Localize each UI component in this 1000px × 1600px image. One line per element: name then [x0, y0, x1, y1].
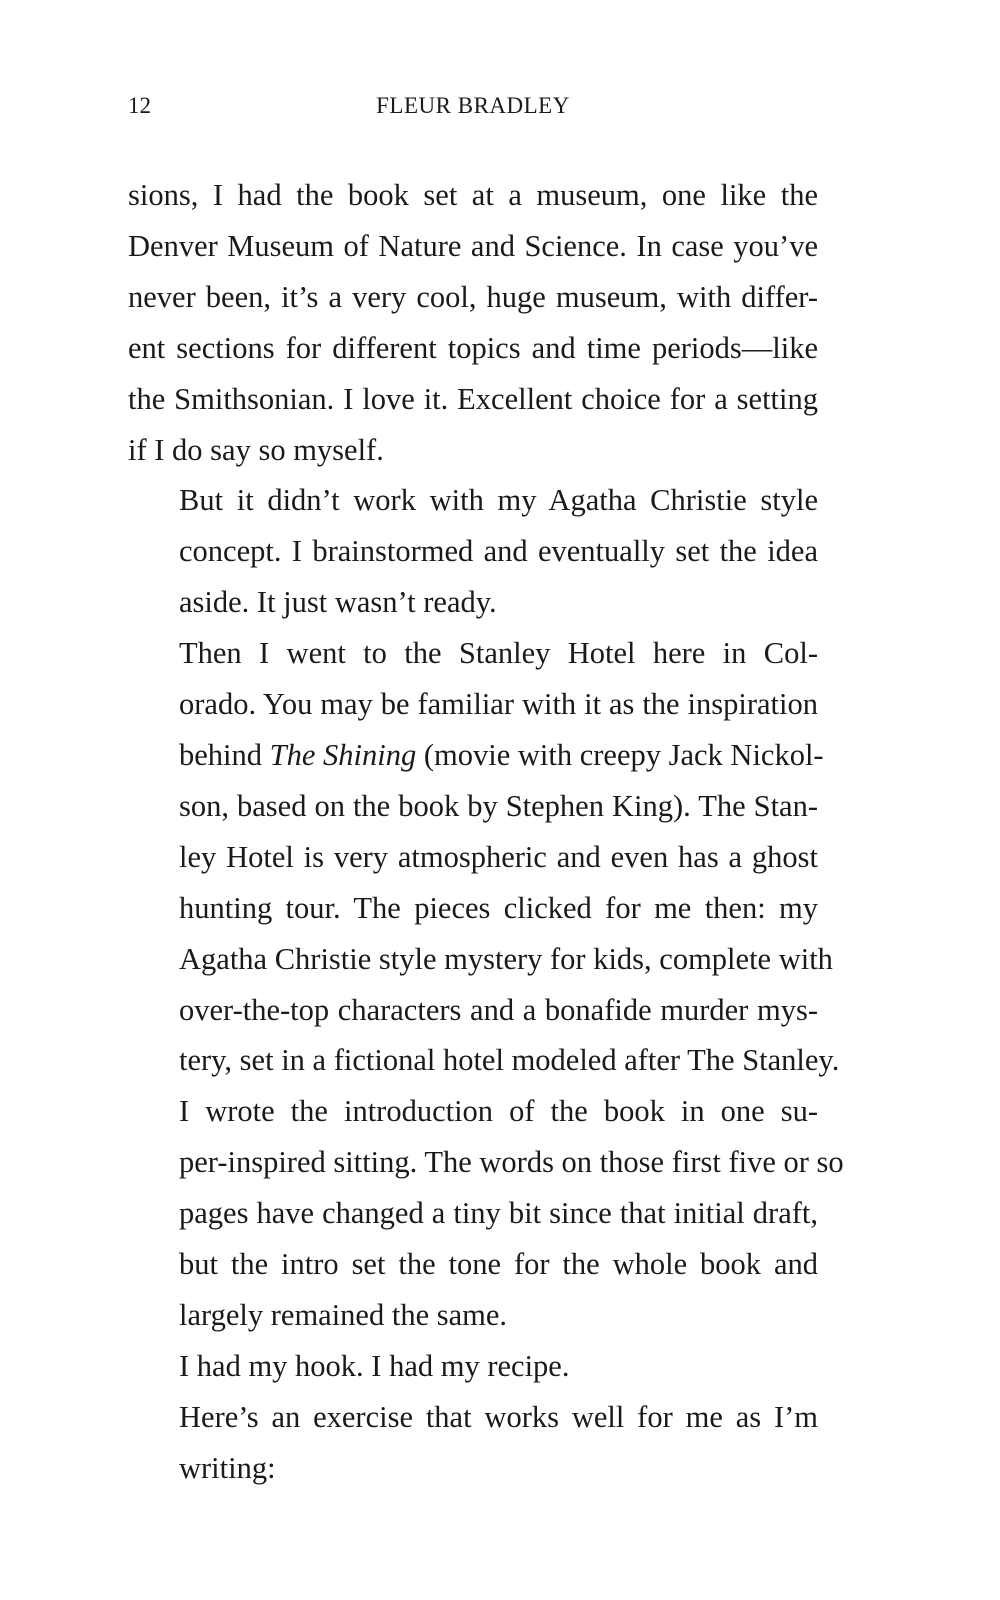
text-line: but the intro set the tone for the whole book and: [179, 1247, 818, 1282]
text-line: if I do say so myself.: [128, 432, 384, 467]
paragraph-5: [128, 1341, 818, 1392]
title-line-suffix: (movie with creepy Jack Nickol-: [416, 737, 824, 772]
paragraph-2: [128, 475, 818, 628]
text-line: Here’s an exercise that works well for me as I’m: [179, 1399, 818, 1434]
paragraph-6: [128, 1392, 818, 1494]
text-line-with-title: [128, 730, 824, 781]
text-line: But it didn’t work with my Agatha Christie style: [179, 483, 818, 518]
text-line: I wrote the introduction of the book in one su-: [179, 1094, 818, 1129]
text-line: Denver Museum of Nature and Science. In case you’ve: [128, 228, 818, 263]
text-line: Then I went to the Stanley Hotel here in Col-: [179, 636, 818, 671]
text-line: writing:: [179, 1450, 276, 1485]
text-line: per-inspired sitting. The words on those first five or so: [179, 1145, 844, 1180]
text-line: ent sections for different topics and time periods—like: [128, 330, 818, 365]
book-title-the-shining: The Shining: [269, 737, 417, 772]
body-text: [128, 170, 844, 1494]
text-line: son, based on the book by Stephen King). The Stan-: [179, 788, 818, 823]
running-head: [128, 88, 818, 124]
page-number: 12: [128, 93, 151, 118]
text-line: sions, I had the book set at a museum, one like the: [128, 178, 818, 212]
text-line: ley Hotel is very atmospheric and even has a ghost: [179, 839, 818, 874]
text-line: the Smithsonian. I love it. Excellent choice for a setting: [128, 381, 818, 416]
paragraph-1: [128, 170, 818, 475]
text-line: tery, set in a fictional hotel modeled after The Stanley.: [179, 1043, 840, 1078]
text-line: Agatha Christie style mystery for kids, complete with: [179, 941, 833, 976]
paragraph-3: [128, 628, 840, 1086]
text-line: orado. You may be familiar with it as the inspiration: [179, 687, 818, 722]
paragraph-4: [128, 1086, 844, 1341]
text-line: I had my hook. I had my recipe.: [179, 1348, 570, 1383]
text-line: hunting tour. The pieces clicked for me then: my: [179, 890, 818, 925]
text-line: concept. I brainstormed and eventually set the idea: [179, 534, 818, 569]
text-line: never been, it’s a very cool, huge museum, with differ-: [128, 279, 818, 314]
text-line: largely remained the same.: [179, 1297, 508, 1332]
text-line: aside. It just wasn’t ready.: [179, 585, 497, 620]
title-line-prefix: behind: [179, 737, 270, 772]
running-head-author: FLEUR BRADLEY: [376, 93, 570, 118]
text-line: over-the-top characters and a bonafide murder mys-: [179, 992, 818, 1027]
text-line: pages have changed a tiny bit since that initial draft,: [179, 1196, 818, 1231]
